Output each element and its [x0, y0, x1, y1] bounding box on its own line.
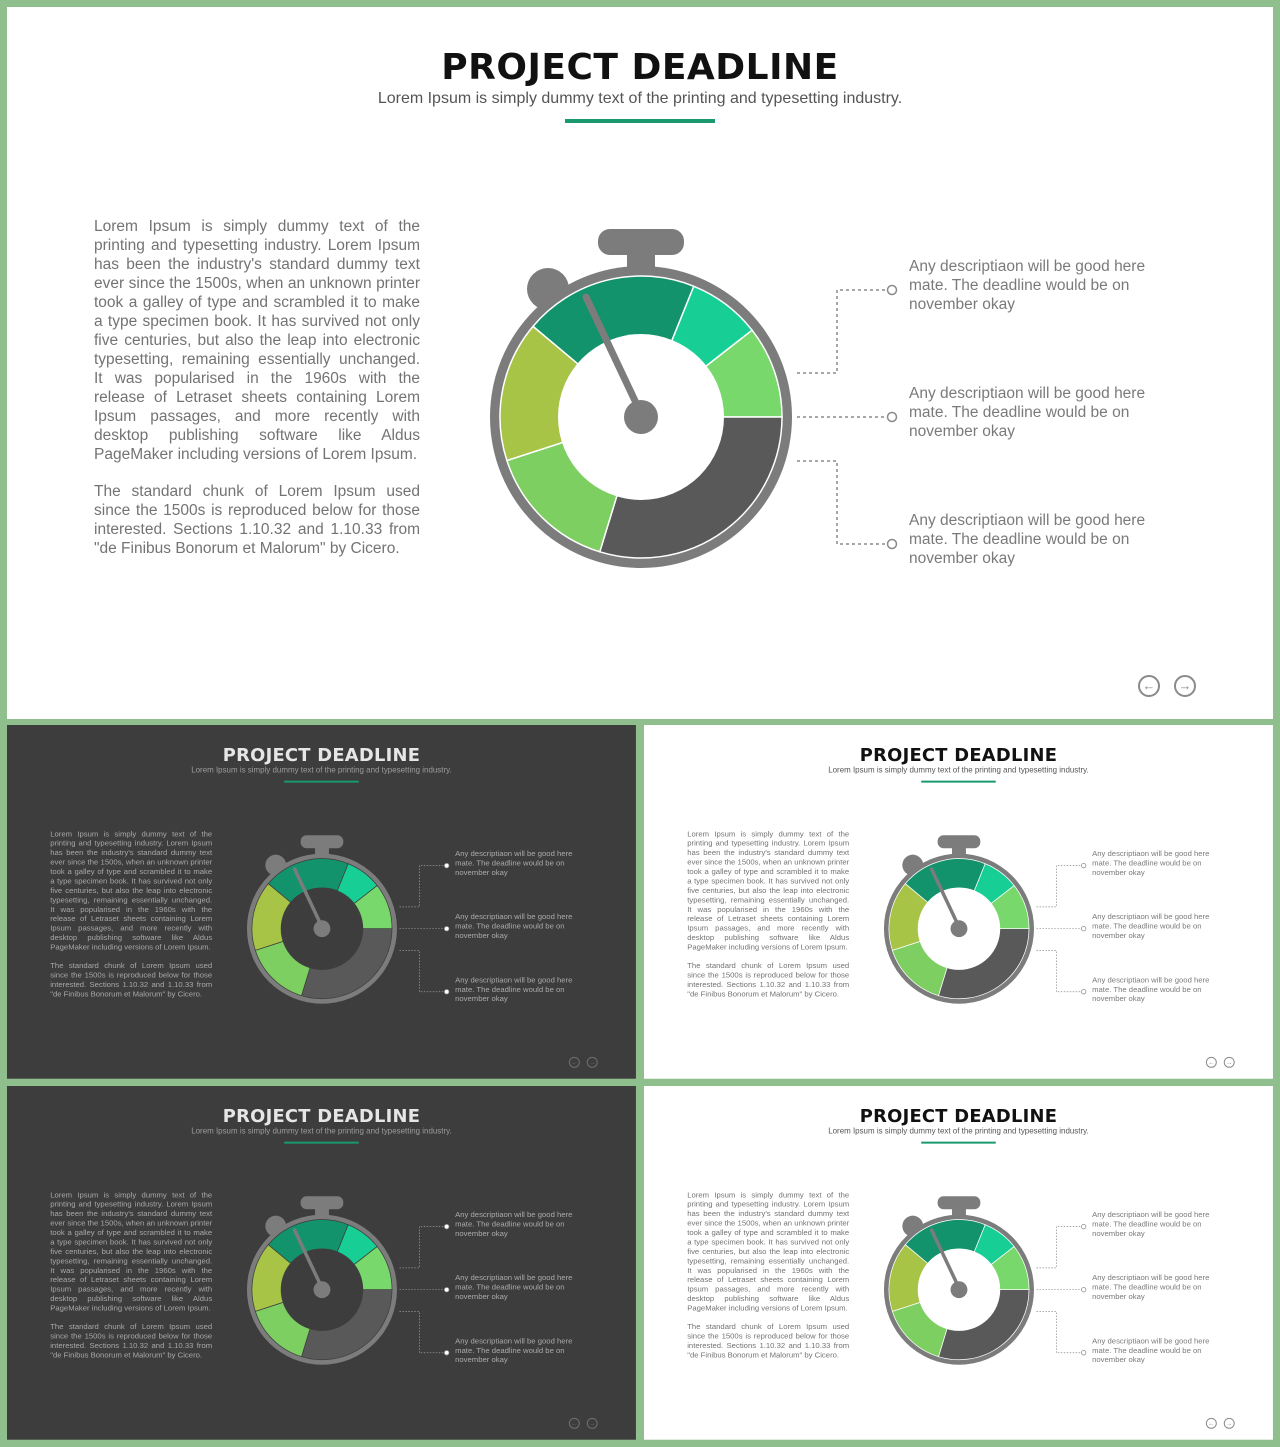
body-text	[94, 217, 420, 576]
arrow-right-circle-icon: →	[589, 1419, 596, 1427]
stopwatch-needle-hub	[951, 920, 968, 937]
arrow-left-circle-icon: ←	[1142, 678, 1156, 693]
description-2: Any descriptiaon will be good here mate. The deadline would be on november okay	[455, 1273, 573, 1302]
slide-main[interactable]	[7, 7, 1273, 719]
connector-3	[399, 951, 444, 992]
next-slide-button[interactable]	[1174, 675, 1196, 697]
description-3: Any descriptiaon will be good here mate. The deadline would be on november okay	[1092, 975, 1210, 1004]
body-paragraph-1: Lorem Ipsum is simply dummy text of the printing and typesetting industry. Lorem Ipsum has been the industry's standard dummy text ever since the 1500s, when an unknown printer took a galley of type and scrambled it to make a type specimen book. It has survived not only five centuries, but also the leap into electronic typesetting, remaining essentially unchanged. It was popularised in the 1960s with the release of Letraset sheets containing Lorem Ipsum passages, and more recently with desktop publishing software like Aldus PageMaker including versions of Lorem Ipsum.	[687, 829, 850, 952]
description-2: Any descriptiaon will be good here mate. The deadline would be on november okay	[1092, 1273, 1210, 1302]
stopwatch-needle-hub	[951, 1281, 968, 1298]
connector-dot-1	[1081, 1224, 1085, 1228]
stopwatch-needle-hub	[624, 400, 658, 434]
title-underline	[921, 1142, 996, 1144]
connector-1	[1036, 866, 1081, 907]
connector-lines	[1036, 866, 1081, 992]
body-paragraph-1: Lorem Ipsum is simply dummy text of the printing and typesetting industry. Lorem Ipsum has been the industry's standard dummy text ever since the 1500s, when an unknown printer took a galley of type and scrambled it to make a type specimen book. It has survived not only five centuries, but also the leap into electronic typesetting, remaining essentially unchanged. It was popularised in the 1960s with the release of Letraset sheets containing Lorem Ipsum passages, and more recently with desktop publishing software like Aldus PageMaker including versions of Lorem Ipsum.	[50, 829, 213, 952]
arrow-left-circle-icon: ←	[571, 1419, 578, 1427]
page-title: PROJECT DEADLINE	[859, 744, 1058, 766]
next-slide-button[interactable]	[1224, 1418, 1235, 1429]
slide-canvas	[644, 1086, 1273, 1440]
slide-canvas	[644, 725, 1273, 1079]
connector-dot-3	[1081, 990, 1085, 994]
connector-1	[797, 290, 887, 373]
title-underline	[284, 781, 359, 783]
body-text	[50, 1190, 212, 1368]
body-paragraph-2: The standard chunk of Lorem Ipsum used since the 1500s is reproduced below for those interested. Sections 1.10.32 and 1.10.33 from "de Finibus Bonorum et Malorum" by Cicero.	[50, 1322, 213, 1360]
connector-dot-3	[888, 540, 897, 549]
arrow-right-circle-icon: →	[1226, 1419, 1233, 1427]
body-paragraph-2: The standard chunk of Lorem Ipsum used since the 1500s is reproduced below for those interested. Sections 1.10.32 and 1.10.33 from "de Finibus Bonorum et Malorum" by Cicero.	[687, 1322, 850, 1360]
slide-canvas	[7, 7, 1273, 719]
body-text	[50, 829, 212, 1007]
description-3: Any descriptiaon will be good here mate. The deadline would be on november okay	[1092, 1336, 1210, 1365]
description-1: Any descriptiaon will be good here mate. The deadline would be on november okay	[1092, 1210, 1210, 1239]
title-underline	[284, 1142, 359, 1144]
description-2: Any descriptiaon will be good here mate. The deadline would be on november okay	[455, 912, 573, 941]
connector-dot-2	[444, 1287, 448, 1291]
page-subtitle: Lorem Ipsum is simply dummy text of the printing and typesetting industry.	[191, 1127, 452, 1136]
prev-slide-button[interactable]	[1206, 1057, 1217, 1068]
description-1: Any descriptiaon will be good here mate. The deadline would be on november okay	[909, 258, 1146, 313]
page-subtitle: Lorem Ipsum is simply dummy text of the printing and typesetting industry.	[828, 766, 1089, 775]
connector-dot-2	[1081, 926, 1085, 930]
body-paragraph-1: Lorem Ipsum is simply dummy text of the printing and typesetting industry. Lorem Ipsum has been the industry's standard dummy text ever since the 1500s, when an unknown printer took a galley of type and scrambled it to make a type specimen book. It has survived not only five centuries, but also the leap into electronic typesetting, remaining essentially unchanged. It was popularised in the 1960s with the release of Letraset sheets containing Lorem Ipsum passages, and more recently with desktop publishing software like Aldus PageMaker including versions of Lorem Ipsum.	[687, 1190, 850, 1313]
page-title: PROJECT DEADLINE	[441, 47, 839, 88]
connector-3	[1036, 951, 1081, 992]
stopwatch-needle-hub	[314, 1281, 331, 1298]
slide-canvas	[7, 1086, 636, 1440]
arrow-left-circle-icon: ←	[1208, 1058, 1215, 1066]
body-paragraph-2: The standard chunk of Lorem Ipsum used since the 1500s is reproduced below for those interested. Sections 1.10.32 and 1.10.33 from "de Finibus Bonorum et Malorum" by Cicero.	[94, 483, 420, 557]
connector-1	[399, 866, 444, 907]
title-underline	[921, 781, 996, 783]
page-subtitle: Lorem Ipsum is simply dummy text of the printing and typesetting industry.	[377, 90, 903, 107]
slide-thumbnail-light-2[interactable]	[644, 1086, 1273, 1440]
connector-lines	[399, 1227, 444, 1353]
stopwatch-graphic	[236, 1185, 455, 1374]
slide-thumbnail-dark-1[interactable]	[7, 725, 636, 1079]
prev-slide-button[interactable]	[1206, 1418, 1217, 1429]
arrow-left-circle-icon: ←	[571, 1058, 578, 1066]
connector-3	[1036, 1312, 1081, 1353]
connector-lines	[797, 290, 887, 544]
connector-dot-3	[444, 1351, 448, 1355]
connector-dot-2	[888, 413, 897, 422]
description-1: Any descriptiaon will be good here mate. The deadline would be on november okay	[455, 849, 573, 878]
body-text	[687, 1190, 849, 1368]
body-paragraph-2: The standard chunk of Lorem Ipsum used since the 1500s is reproduced below for those interested. Sections 1.10.32 and 1.10.33 from "de Finibus Bonorum et Malorum" by Cicero.	[50, 961, 213, 999]
prev-slide-button[interactable]	[1138, 675, 1160, 697]
connector-dot-2	[1081, 1287, 1085, 1291]
connector-lines	[399, 866, 444, 992]
next-slide-button[interactable]	[587, 1057, 598, 1068]
connector-1	[1036, 1227, 1081, 1268]
description-3: Any descriptiaon will be good here mate. The deadline would be on november okay	[909, 512, 1146, 567]
stopwatch-graphic	[467, 207, 907, 587]
stopwatch-graphic	[873, 824, 1092, 1013]
arrow-right-circle-icon: →	[1226, 1058, 1233, 1066]
next-slide-button[interactable]	[1224, 1057, 1235, 1068]
arrow-right-circle-icon: →	[1178, 678, 1192, 693]
description-1: Any descriptiaon will be good here mate. The deadline would be on november okay	[1092, 849, 1210, 878]
stopwatch-graphic	[236, 824, 455, 1013]
connector-dot-2	[444, 926, 448, 930]
description-2: Any descriptiaon will be good here mate. The deadline would be on november okay	[1092, 912, 1210, 941]
title-underline	[565, 119, 715, 123]
body-paragraph-1: Lorem Ipsum is simply dummy text of the printing and typesetting industry. Lorem Ipsum has been the industry's standard dummy text ever since the 1500s, when an unknown printer took a galley of type and scrambled it to make a type specimen book. It has survived not only five centuries, but also the leap into electronic typesetting, remaining essentially unchanged. It was popularised in the 1960s with the release of Letraset sheets containing Lorem Ipsum passages, and more recently with desktop publishing software like Aldus PageMaker including versions of Lorem Ipsum.	[50, 1190, 213, 1313]
connector-dot-1	[888, 286, 897, 295]
arrow-left-circle-icon: ←	[1208, 1419, 1215, 1427]
slide-canvas	[7, 725, 636, 1079]
description-1: Any descriptiaon will be good here mate. The deadline would be on november okay	[455, 1210, 573, 1239]
slide-thumbnail-dark-2[interactable]	[7, 1086, 636, 1440]
page-subtitle: Lorem Ipsum is simply dummy text of the printing and typesetting industry.	[828, 1127, 1089, 1136]
next-slide-button[interactable]	[587, 1418, 598, 1429]
description-3: Any descriptiaon will be good here mate. The deadline would be on november okay	[455, 975, 573, 1004]
connector-dot-3	[444, 990, 448, 994]
connector-dot-3	[1081, 1351, 1085, 1355]
body-paragraph-1: Lorem Ipsum is simply dummy text of the printing and typesetting industry. Lorem Ipsum has been the industry's standard dummy text ever since the 1500s, when an unknown printer took a galley of type and scrambled it to make a type specimen book. It has survived not only five centuries, but also the leap into electronic typesetting, remaining essentially unchanged. It was popularised in the 1960s with the release of Letraset sheets containing Lorem Ipsum passages, and more recently with desktop publishing software like Aldus PageMaker including versions of Lorem Ipsum.	[94, 218, 420, 463]
page-title: PROJECT DEADLINE	[859, 1105, 1058, 1127]
connector-lines	[1036, 1227, 1081, 1353]
page-title: PROJECT DEADLINE	[222, 744, 421, 766]
connector-dot-1	[444, 1224, 448, 1228]
page-subtitle: Lorem Ipsum is simply dummy text of the printing and typesetting industry.	[191, 766, 452, 775]
connector-3	[797, 461, 887, 544]
description-3: Any descriptiaon will be good here mate. The deadline would be on november okay	[455, 1336, 573, 1365]
connector-1	[399, 1227, 444, 1268]
connector-3	[399, 1312, 444, 1353]
stopwatch-graphic	[873, 1185, 1092, 1374]
arrow-right-circle-icon: →	[589, 1058, 596, 1066]
prev-slide-button[interactable]	[569, 1057, 580, 1068]
slide-thumbnail-light-1[interactable]	[644, 725, 1273, 1079]
prev-slide-button[interactable]	[569, 1418, 580, 1429]
connector-dot-1	[444, 863, 448, 867]
body-paragraph-2: The standard chunk of Lorem Ipsum used since the 1500s is reproduced below for those interested. Sections 1.10.32 and 1.10.33 from "de Finibus Bonorum et Malorum" by Cicero.	[687, 961, 850, 999]
description-2: Any descriptiaon will be good here mate. The deadline would be on november okay	[909, 385, 1146, 440]
body-text	[687, 829, 849, 1007]
stopwatch-needle-hub	[314, 920, 331, 937]
connector-dot-1	[1081, 863, 1085, 867]
page-title: PROJECT DEADLINE	[222, 1105, 421, 1127]
